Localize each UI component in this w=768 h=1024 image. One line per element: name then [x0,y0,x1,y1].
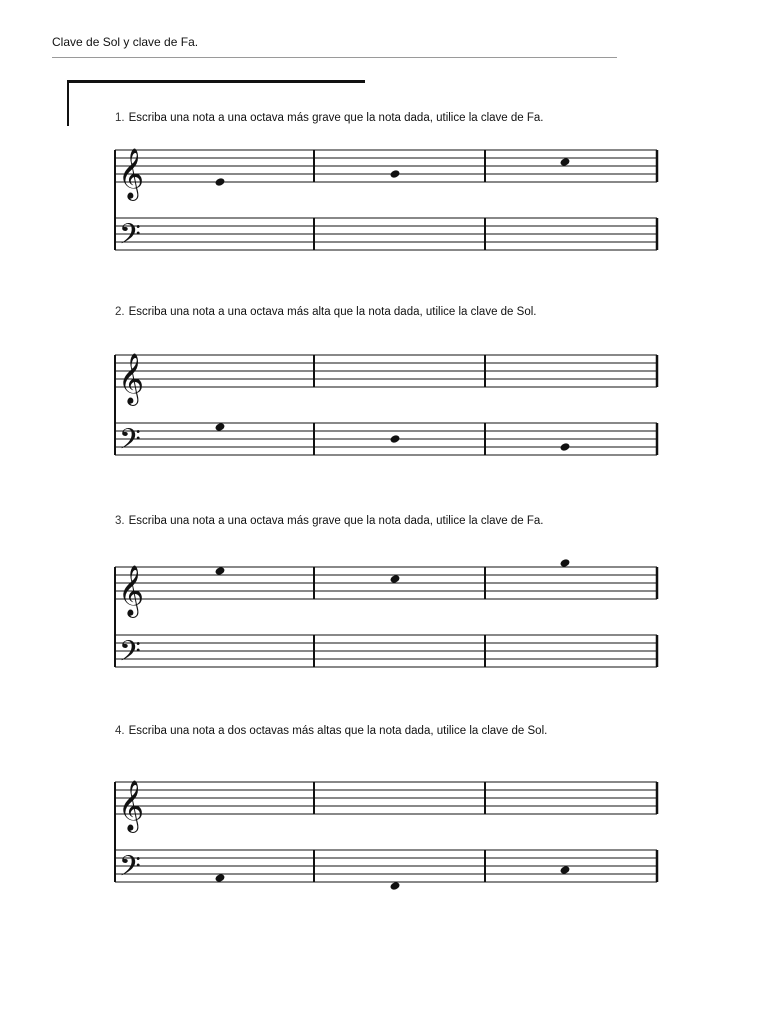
bass-clef-icon: 𝄢 [119,423,141,463]
note-head [559,558,570,568]
exercise-4-grand-staff [0,762,768,892]
bass-clef-icon: 𝄢 [119,850,141,890]
exercise-3-text: Escriba una nota a una octava más grave que la nota dada, utilice la clave de Fa. [128,515,544,527]
treble-clef-icon: 𝄞 [118,780,145,831]
exercise-2-grand-staff [0,335,768,465]
note-head [214,177,225,187]
corner-bracket-top [67,80,365,83]
note-head [214,566,225,576]
note-head [389,574,400,584]
bass-clef-icon: 𝄢 [119,218,141,258]
bass-clef-icon: 𝄢 [119,635,141,675]
note-head [559,865,570,875]
exercise-4-prompt [115,725,547,737]
exercise-1-number: 1. [115,112,125,124]
exercise-1-grand-staff [0,130,768,260]
exercise-2-number: 2. [115,306,125,318]
note-head [389,169,400,179]
exercise-1-text: Escriba una nota a una octava más grave que la nota dada, utilice la clave de Fa. [128,112,544,124]
exercise-3-prompt [115,515,544,527]
exercise-4-number: 4. [115,725,125,737]
exercise-1-prompt [115,112,544,124]
note-head [214,422,225,432]
exercise-3-number: 3. [115,515,125,527]
note-head [389,434,400,444]
page-title: Clave de Sol y clave de Fa. [52,35,199,49]
treble-clef-icon: 𝄞 [118,148,145,199]
note-head [559,442,570,452]
exercise-2-text: Escriba una nota a una octava más alta que la nota dada, utilice la clave de Sol. [128,306,537,318]
treble-clef-icon: 𝄞 [118,353,145,404]
corner-bracket-left [67,80,69,126]
exercise-4-text: Escriba una nota a dos octavas más altas que la nota dada, utilice la clave de Sol. [128,725,548,737]
note-head [559,157,570,167]
exercise-3-grand-staff [0,547,768,677]
treble-clef-icon: 𝄞 [118,565,145,616]
note-head [389,881,400,891]
exercise-2-prompt [115,306,536,318]
note-head [214,873,225,883]
header-divider [52,57,617,58]
